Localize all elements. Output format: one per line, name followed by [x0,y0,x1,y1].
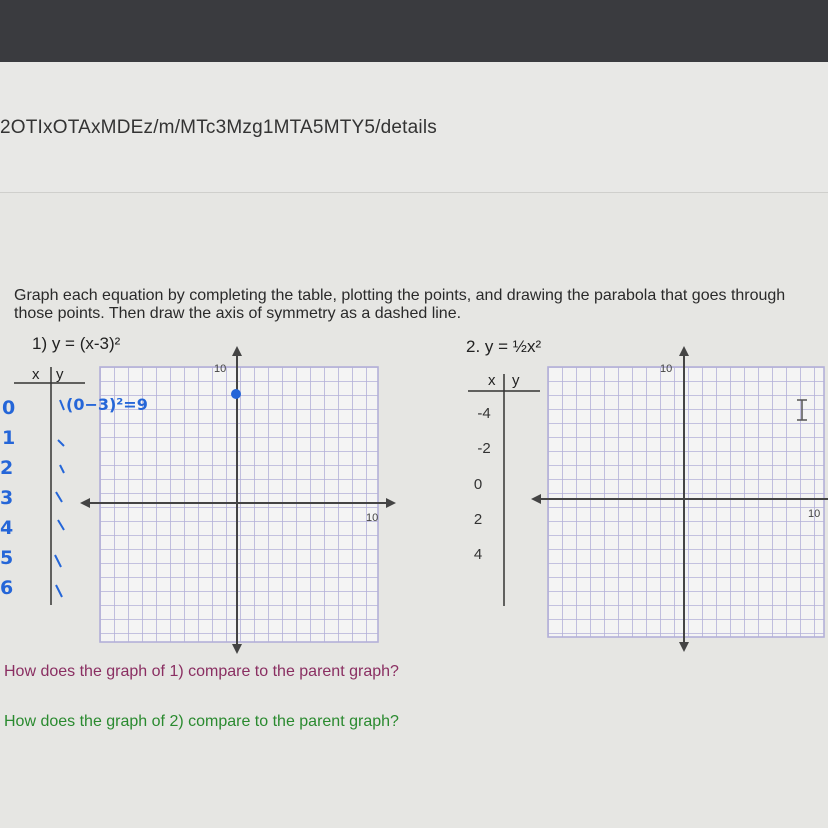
p1-y-arrow-up [232,346,242,356]
p2-x-arrow-left [531,494,541,504]
p1-x-tick-10: 10 [366,512,379,524]
p1-hw-x-2: 2 [0,457,14,479]
p2-x-header: x [488,372,496,389]
p2-y-tick-10: 10 [660,363,673,375]
p1-hw-x-1: 1 [2,427,16,449]
p1-hw-x-3: 3 [0,487,14,509]
problem-1-label: 1) y = (x-3)² [32,334,121,353]
p1-hw-x-6: 6 [0,577,14,599]
p2-x-value: 4 [473,546,483,563]
p1-hw-work: (0−3)²=9 [66,395,148,414]
p2-x-value: -2 [477,440,491,457]
p1-x-header: x [32,366,40,383]
p2-y-arrow-up [679,346,689,356]
p2-x-value: 0 [473,476,483,493]
p1-hw-x-4: 4 [0,517,14,539]
p2-grid [548,367,824,637]
p2-x-value: 2 [473,511,483,528]
p1-y-header: y [56,366,64,383]
instructions-text: Graph each equation by completing the table, plotting the points, and drawing the parabola that goes through those points. Then draw the axis of symmetry as a dashed line. [14,287,786,322]
p1-x-arrow-right [386,498,396,508]
question-1: How does the graph of 1) compare to the parent graph? [4,663,399,680]
p1-handwritten-y-marks [55,400,64,597]
p1-hw-x-5: 5 [0,547,14,569]
p2-x-value: -4 [477,405,491,422]
question-2: How does the graph of 2) compare to the parent graph? [4,713,399,730]
problem-2-label: 2. y = ½x² [466,337,542,356]
p1-hw-x-0: 0 [2,397,16,419]
p1-y-arrow-down [232,644,242,654]
p1-plotted-point [231,389,241,399]
p1-x-arrow-left [80,498,90,508]
p2-y-arrow-down [679,642,689,652]
p2-y-header: y [512,372,520,389]
p2-x-tick-10: 10 [808,508,821,520]
p1-y-tick-10: 10 [214,363,227,375]
url-text[interactable]: 2OTIxOTAxMDEz/m/MTc3Mzg1MTA5MTY5/details [0,117,437,138]
